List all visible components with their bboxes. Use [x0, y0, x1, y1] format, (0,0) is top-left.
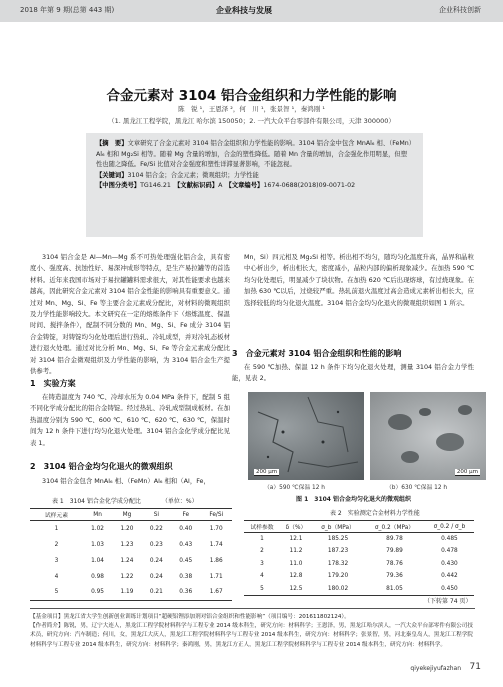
table-cell: 81.05: [386, 585, 403, 592]
keywords: 3104 铝合金；合金元素；微观组织；力学性能: [127, 171, 259, 179]
table-cell: 12.1: [289, 536, 303, 542]
table-row: [244, 558, 474, 571]
page-header: [0, 0, 503, 22]
footer-site: qiyekejiyufazhan: [410, 665, 461, 672]
table-cell: 11.2: [289, 548, 303, 555]
article-title: 合金元素对 3104 铝合金组织和力学性能的影响: [106, 88, 397, 104]
section-heading-3: 3 合金元素对 3104 铝合金组织和性能的影响: [232, 349, 402, 358]
keywords-label: 【关键词】: [96, 171, 128, 179]
table-cell: 79.36: [386, 573, 403, 580]
table-row: [30, 569, 232, 585]
section-heading-1: 1 实验方案: [30, 379, 76, 388]
left-column-exp: [30, 392, 230, 449]
table-row: [244, 583, 474, 596]
table-cell: 1.19: [120, 589, 134, 596]
figure-sublabel-a: （a）590 ℃保温 12 h: [264, 485, 325, 491]
table2-header: δ（%）: [285, 525, 307, 531]
table-cell: 1.23: [120, 541, 134, 548]
table1-header: Fe/Si: [209, 511, 224, 518]
table1-header: Mn: [93, 511, 102, 518]
table-cell: 1.04: [91, 557, 104, 564]
section-heading-2: 2 3104 铝合金均匀化退火的微观组织: [30, 462, 173, 471]
left-column-micro: [30, 476, 230, 487]
table2-header: σ_0.2（MPa）: [374, 525, 415, 531]
figure1-caption: 图 1 3104 铝合金均匀化退火的微观组织: [296, 496, 412, 503]
keywords-line: [96, 171, 413, 182]
abstract-box: [86, 133, 423, 237]
fund-note: 【基金项目】黑龙江省大学生创新创业训练计划项目“超硬铝锂添加剂对铝合金组织和性能影响”（项目编号：201611802124）。: [30, 614, 350, 620]
table-cell: 2: [260, 548, 264, 555]
table-row: [30, 553, 232, 569]
table-cell: 0.485: [441, 536, 458, 542]
table-row: [30, 585, 232, 601]
author-bio: 【作者简介】陈锐，男，辽宁大连人，黑龙江工程学院材料科学与工程专业 2014 级本科生，研究方向：材料科学；王恩泽，男，黑龙江哈尔滨人，一汽大众平台部零件有限公司技术员，研究方向：汽车制造；何川，女，黑龙江大庆人，黑龙江工程学院材料科学与工程专业 2014 级本科生，研究方向：材料科学；张景智，男，河北秦皇岛人，黑龙江工程学院材料科学与工程专业 2014 级本科生，研究方向：材料科学；秦鸿刚，男，黑龙江方正人，黑龙江工程学院材料科学与工程专业 2014 级本科生，研究方向：材料科学。: [30, 623, 473, 648]
table-cell: 12.8: [289, 573, 303, 580]
abstract-label: 【摘 要】: [96, 140, 128, 147]
table1: [30, 508, 232, 601]
table-cell: 179.20: [327, 573, 349, 580]
table1-header: Mg: [122, 511, 132, 518]
table-cell: 89.78: [386, 536, 403, 542]
table1-header: Si: [153, 511, 159, 518]
right-column-cont: [244, 252, 474, 309]
experiment-paragraph: 在铸造温度为 740 ℃、冷却水压为 0.04 MPa 条件下，配制 5 组不同化学成分配比的铝合金铸锭。经过热轧、冷轧成型制成板材。在加热温度分别为 590 ℃、600 ℃、610 ℃、620 ℃、630 ℃，保温时间为 12 h 条件下进行均匀化退火处理。3104 铝合金化学成分配比见表 1。: [30, 393, 230, 447]
table-cell: 1.74: [209, 541, 223, 548]
property-paragraph: 在 590 ℃加热、保温 12 h 条件下均匀化退火处理，测量 3104 铝合金力学性能，见表 2。: [232, 363, 474, 383]
clc-label: 【中图分类号】: [96, 182, 141, 190]
doc-label: 【文献标识码】: [177, 182, 219, 190]
table-cell: 5: [260, 585, 264, 592]
table-cell: 0.24: [149, 557, 163, 564]
table-cell: 0.45: [179, 557, 193, 564]
clc-value: TG146.21: [140, 182, 171, 190]
table-cell: 1.03: [91, 541, 104, 548]
table-row: [30, 537, 232, 553]
table1-header: 试样元素: [44, 513, 69, 519]
table-cell: 187.23: [327, 548, 349, 555]
table-cell: 1.02: [91, 525, 104, 532]
table-cell: 4: [260, 573, 264, 580]
left-column-intro: [30, 252, 230, 377]
table-cell: 0.24: [149, 573, 163, 580]
micrograph-b: [370, 392, 486, 480]
doc-value: A: [218, 182, 223, 190]
right-column-prop: [232, 362, 474, 385]
table-cell: 1.20: [120, 525, 134, 532]
journal-name: 企业科技与发展: [216, 6, 272, 15]
table-cell: 11.0: [289, 560, 303, 567]
table1-caption: 表 1 3104 铝合金化学成分配比 （单位：%）: [52, 498, 198, 505]
table-cell: 1.70: [209, 525, 223, 532]
table-row: [244, 533, 474, 546]
table-cell: 0.478: [441, 548, 458, 555]
intro-paragraph: 3104 铝合金是 Al—Mn—Mg 系不可热处理强化铝合金，具有密度小、强度高、抗蚀性好、易深冲成形等特点，是生产易拉罐等的首选材料。近年来我国市场对于易拉罐罐料需求很大，对其性能要求也越来越高，因此研究合金元素对 3104 铝合金性能的影响具有重要意义。通过对 Mn、Mg、Si、Fe 等主要合金元素成分配比，对材料的微观组织及力学性能影响较大。本文研究在一定的熔炼条件下（熔炼温度、保温时间、搅拌条件），配制不同分数的 Mn、Mg、Si、Fe 成分 3104 铝合金铸锭，对铸锭均匀化处理后进行热轧、冷轧成型，并对冷轧态板材进行退火处理。通过对比分析 Mn、Mg、Si、Fe 等合金元素成分配比对 3104 铝合金微观组织及力学性能的影响，为 3104 铝合金生产提供参考。: [30, 253, 230, 376]
table-cell: 0.43: [179, 541, 193, 548]
table-row: [244, 570, 474, 583]
table2-header: 试样参数: [250, 525, 274, 531]
scale-bar-a: 200 μm: [256, 469, 278, 475]
micrograph-a: [248, 392, 364, 480]
table-cell: 185.25: [327, 536, 349, 542]
id-label: 【文章编号】: [228, 182, 264, 190]
table-cell: 1: [54, 525, 59, 532]
figure-sublabel-b: （b）630 ℃保温 12 h: [386, 485, 448, 491]
table-cell: 0.22: [149, 525, 163, 532]
section-name: 企业科技创新: [439, 6, 481, 14]
table-cell: 1: [260, 536, 264, 542]
issue-info: 2018 年第 9 期(总第 443 期): [20, 6, 115, 14]
author-list: 陈 锐 ¹，王恩泽 ²，何 川 ¹，张景智 ¹，秦鸿刚 ¹: [178, 105, 325, 113]
micrograph-texture: [370, 392, 486, 480]
table-cell: 3: [260, 560, 264, 567]
micro-paragraph: 3104 铝合金包含 MnAl₆ 相、（FeMn）Al₆ 相和（Al，Fe，: [42, 477, 210, 485]
abstract-paragraph: [96, 139, 413, 171]
footnotes: [30, 608, 475, 650]
table-cell: 1.24: [120, 557, 134, 564]
table1-header: Fe: [182, 511, 190, 518]
table-cell: 3: [54, 557, 59, 564]
table-cell: 0.36: [179, 589, 193, 596]
table-cell: 0.40: [179, 525, 193, 532]
table-cell: 5: [54, 589, 59, 596]
table-cell: 79.89: [386, 548, 403, 555]
abstract-text: 文章研究了合金元素对 3104 铝合金组织和力学性能的影响。3104 铝合金中包含 MnAl₆ 相、（FeMn）Al₆ 相和 Mg₂Si 相等。随着 Mg 含量的增加，合金的塑性降低。随着 Mn 含量的增加，合金强化作用明显，但塑性也随之降低。Fe/Si 比值对合金强度和塑性详滞显著影响，不能忽视。: [96, 140, 412, 169]
table-cell: 0.442: [441, 573, 458, 580]
table2-header: σ_0.2 / σ_b: [433, 523, 466, 530]
table-cell: 178.32: [327, 560, 349, 567]
table-cell: 12.5: [289, 585, 303, 592]
table-cell: 0.21: [149, 589, 163, 596]
id-value: 1674-0688(2018)09-0071-02: [263, 182, 356, 190]
continued-note: （下转第 74 页）: [424, 598, 472, 605]
scale-bar-b: 200 μm: [456, 469, 478, 475]
affiliation: （1. 黑龙江工程学院，黑龙江 哈尔滨 150050；2. 一汽大众平台零部件有限公司，天津 300000）: [108, 117, 395, 125]
table-cell: 0.98: [91, 573, 104, 580]
table-cell: 1.71: [209, 573, 223, 580]
continued-paragraph: Mn，Si）四元相及 Mg₂Si 相等。析出相不均匀，随均匀化温度升高，晶界和晶粒中心析出少，析出相长大，密度减小，晶粒内部的偏析现象减少。在加热 590 ℃均匀化处理后，明显减少了块状物。在加热 620 ℃后出现熔球，有过烧现象。在加热 630 ℃以后，过烧较严重。热轧前退火温度过高会造成元素析出相长大，应选择较低的均匀化退火温度。3104 铝合金均匀化退火的微观组织如图 1 所示。: [244, 253, 474, 307]
table-cell: 0.430: [441, 560, 458, 567]
table-cell: 180.02: [327, 585, 349, 592]
table2-caption: 表 2 实验测定合金材料力学性能: [330, 510, 420, 517]
micrograph-texture: [248, 392, 364, 480]
table-row: [244, 545, 474, 558]
table2-header: σ_b（MPa）: [321, 525, 355, 531]
table-cell: 78.76: [386, 560, 403, 567]
table-cell: 0.23: [149, 541, 163, 548]
table-cell: 0.95: [91, 589, 104, 596]
table2: [244, 520, 474, 596]
table-row: [30, 521, 232, 537]
table-cell: 0.38: [179, 573, 193, 580]
table-cell: 0.450: [441, 585, 458, 592]
table-cell: 1.86: [209, 557, 223, 564]
table-cell: 1.67: [209, 589, 223, 596]
table-cell: 2: [54, 541, 59, 548]
table-cell: 4: [54, 573, 59, 580]
page-number: 71: [469, 662, 481, 672]
classification-line: [96, 181, 413, 192]
table-cell: 1.22: [120, 573, 134, 580]
